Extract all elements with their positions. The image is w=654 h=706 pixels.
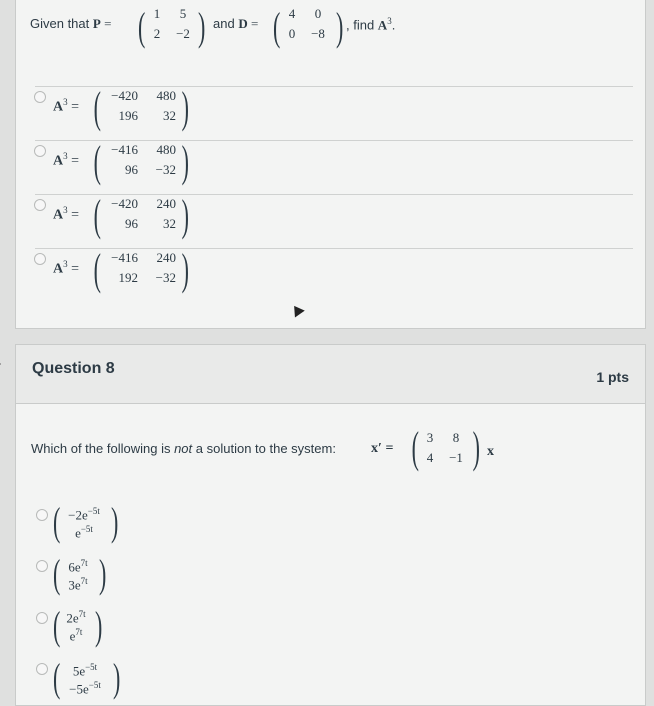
and-text: and [213, 16, 239, 31]
vector-exponent: 7t [80, 576, 88, 586]
vector-exponent: 7t [75, 627, 83, 637]
matrix-cell: 32 [163, 216, 176, 231]
vector-exponent: 7t [78, 609, 86, 619]
right-paren: ) [98, 551, 107, 596]
p-matrix-left-paren: ( [137, 4, 146, 49]
d-matrix-cell: 0 [288, 26, 296, 41]
a-exponent: 3 [63, 97, 68, 107]
q8-prompt [31, 441, 336, 456]
left-paren: ( [52, 551, 61, 596]
matrix-cell: 196 [118, 108, 138, 123]
right-paren: ) [94, 603, 103, 648]
matrix-cell: −420 [111, 88, 138, 103]
matrix-cell: −416 [111, 142, 138, 157]
q7-option-4-lhs [53, 259, 79, 278]
equals-sign: = [71, 153, 80, 169]
q7-option-2-radio[interactable] [34, 145, 46, 157]
question-8-card [15, 344, 646, 706]
right-paren: ) [110, 499, 119, 544]
matrix-cell: 192 [118, 270, 138, 285]
a-exponent: 3 [63, 205, 68, 215]
right-paren: ) [181, 83, 189, 132]
matrix-cell: 480 [156, 88, 176, 103]
a-exponent: 3 [63, 259, 68, 269]
system-matrix-cell: 3 [426, 430, 434, 445]
left-paren: ( [93, 191, 101, 240]
q7-option-3-lhs [53, 205, 79, 224]
matrix-cell: −32 [155, 270, 176, 285]
q8-option-3-radio[interactable] [36, 612, 48, 624]
matrix-cell: 240 [156, 250, 176, 265]
matrix-cell: −420 [111, 196, 138, 211]
matrix-cell: 480 [156, 142, 176, 157]
left-paren: ( [52, 499, 61, 544]
d-matrix-right-paren: ) [335, 4, 344, 49]
vector-top: 6e [68, 559, 81, 575]
a-exponent: 3 [63, 151, 68, 161]
question-title: Question 8 [32, 360, 115, 377]
vector-top: −2e [68, 507, 88, 523]
p-label: P [92, 16, 101, 31]
vector-bottom: e [75, 525, 81, 541]
left-paren: ( [52, 655, 61, 700]
vector-exponent: −5t [85, 662, 98, 672]
vector-top: 2e [66, 610, 79, 626]
a-label: A [53, 153, 64, 169]
left-paren: ( [93, 137, 101, 186]
divider [35, 194, 633, 195]
p-matrix-right-paren: ) [197, 4, 206, 49]
q7-option-1-radio[interactable] [34, 91, 46, 103]
right-paren: ) [112, 655, 121, 700]
question-8-header [16, 345, 645, 404]
d-matrix-cell: 0 [314, 6, 322, 21]
q7-option-4-radio[interactable] [34, 253, 46, 265]
q8-prompt-text-end: a solution to the system: [192, 441, 336, 456]
q7-prompt-end [346, 16, 395, 33]
q8-prompt-emphasis: not [174, 441, 193, 456]
right-paren: ) [181, 137, 189, 186]
vector-exponent: −5t [80, 524, 93, 534]
vector-top: 5e [72, 663, 86, 679]
vector-exponent: −5t [87, 506, 100, 516]
q8-option-2-radio[interactable] [36, 560, 48, 572]
a-exponent: 3 [387, 16, 392, 26]
equals-sign: = [104, 16, 112, 31]
q8-option-4-radio[interactable] [36, 663, 48, 675]
q7-option-2-lhs [53, 151, 79, 170]
d-matrix-cell: −8 [311, 26, 325, 41]
vector-exponent: 7t [80, 558, 88, 568]
q8-lhs: x′ = [371, 441, 394, 456]
system-matrix-cell: 4 [426, 450, 434, 465]
d-matrix-left-paren: ( [272, 4, 281, 49]
vector-exponent: −5t [88, 680, 101, 690]
find-text: , find [346, 17, 378, 33]
system-matrix-cell: 8 [452, 430, 460, 445]
divider [35, 86, 633, 87]
q8-rhs: x [487, 444, 494, 459]
period: . [391, 17, 396, 33]
vector-bottom: −5e [69, 681, 89, 697]
matrix-cell: 96 [125, 216, 138, 231]
p-matrix-cell: 5 [179, 6, 187, 21]
left-paren: ( [52, 603, 61, 648]
equals-sign: = [71, 99, 80, 115]
a-label: A [377, 17, 388, 33]
p-matrix-cell: 1 [153, 6, 161, 21]
question-indicator-icon [0, 358, 1, 370]
a-label: A [53, 99, 64, 115]
equals-sign: = [71, 261, 80, 277]
right-paren: ) [181, 245, 189, 294]
system-matrix-right-paren: ) [472, 423, 480, 472]
matrix-cell: −32 [155, 162, 176, 177]
q8-option-1-radio[interactable] [36, 509, 48, 521]
left-paren: ( [93, 245, 101, 294]
q7-option-1-lhs [53, 97, 79, 116]
d-matrix-cell: 4 [288, 6, 296, 21]
matrix-cell: −416 [111, 250, 138, 265]
a-label: A [53, 261, 64, 277]
p-matrix-cell: 2 [153, 26, 161, 41]
right-paren: ) [181, 191, 189, 240]
d-label: D [238, 16, 248, 31]
left-paren: ( [93, 83, 101, 132]
question-points: 1 pts [596, 369, 629, 385]
q7-prompt-text: Given that [30, 16, 93, 31]
equals-sign: = [250, 16, 259, 31]
q7-prompt-mid [213, 16, 258, 32]
vector-bottom: e [69, 628, 76, 644]
matrix-cell: 32 [163, 108, 176, 123]
matrix-cell: 96 [125, 162, 138, 177]
divider [35, 140, 633, 141]
q7-option-3-radio[interactable] [34, 199, 46, 211]
system-matrix-cell: −1 [449, 450, 463, 465]
p-matrix-cell: −2 [176, 26, 190, 41]
vector-bottom: 3e [68, 577, 81, 593]
divider [35, 248, 633, 249]
q8-prompt-text: Which of the following is [31, 441, 175, 456]
matrix-cell: 240 [156, 196, 176, 211]
system-matrix-left-paren: ( [411, 423, 419, 472]
a-label: A [53, 207, 64, 223]
equals-sign: = [71, 207, 80, 223]
q7-prompt [30, 16, 111, 32]
